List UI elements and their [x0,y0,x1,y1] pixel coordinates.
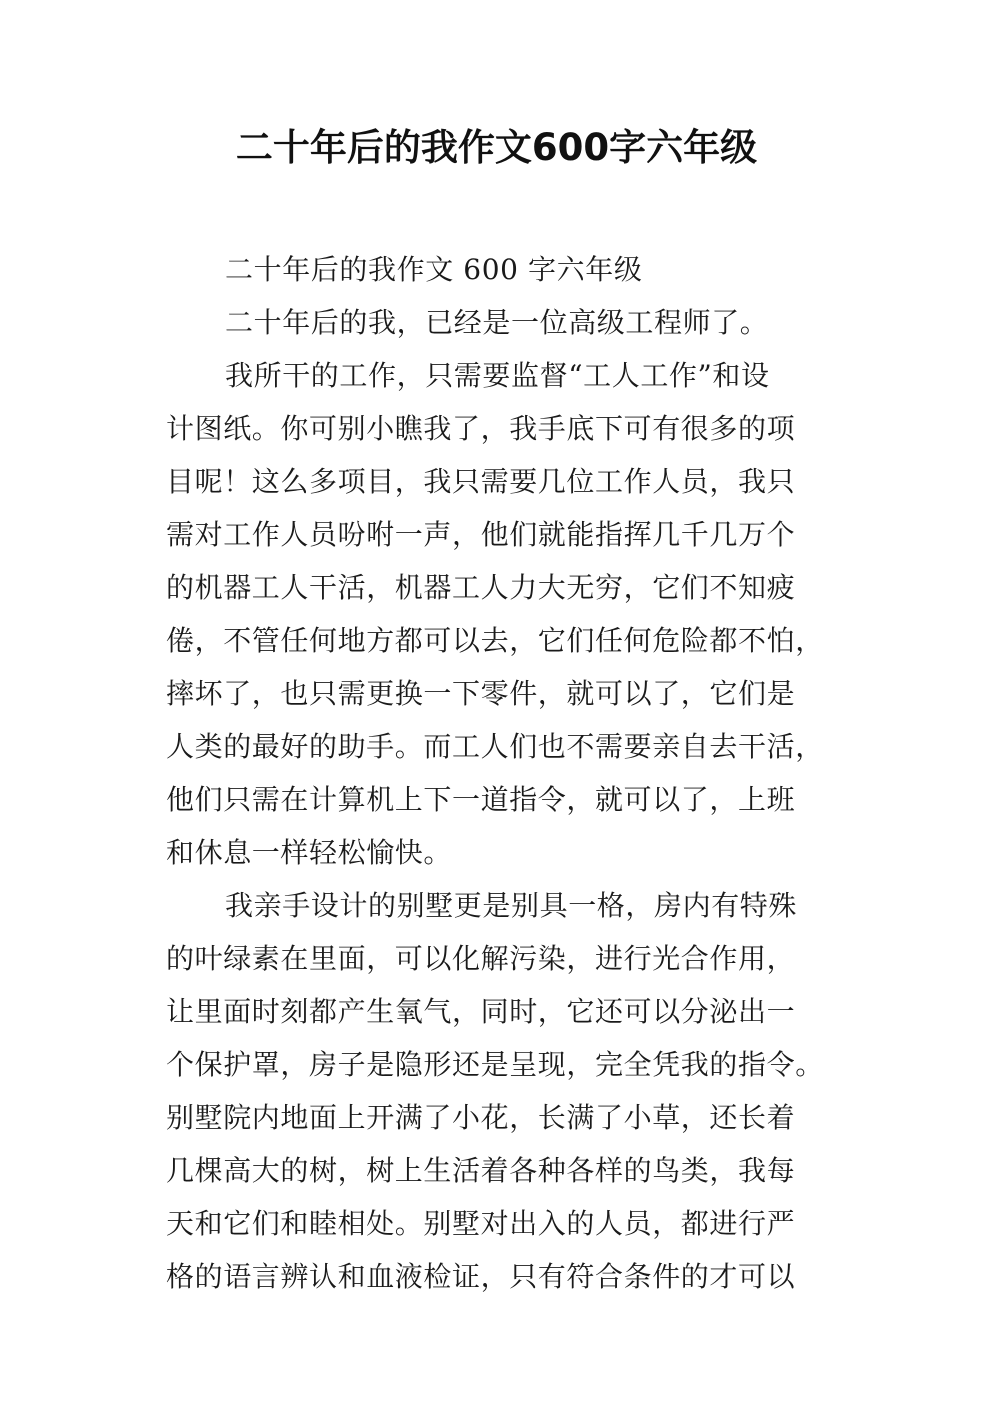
body-line: 倦，不管任何地方都可以去，它们任何危险都不怕， [166,624,824,657]
body-line: 让里面时刻都产生氧气，同时，它还可以分泌出一 [166,995,796,1028]
body-line: 我亲手设计的别墅更是别具一格，房内有特殊 [225,889,798,922]
body-line: 他们只需在计算机上下一道指令，就可以了，上班 [166,783,796,816]
body-line: 和休息一样轻松愉快。 [166,836,453,869]
body-line: 个保护罩，房子是隐形还是呈现，完全凭我的指令。 [166,1048,824,1081]
body-line: 二十年后的我，已经是一位高级工程师了。 [225,306,769,339]
body-line: 目呢！这么多项目，我只需要几位工作人员，我只 [166,465,796,498]
body-line: 几棵高大的树，树上生活着各种各样的鸟类，我每 [166,1154,796,1187]
body-line: 摔坏了，也只需更换一下零件，就可以了，它们是 [166,677,796,710]
body-line: 的叶绿素在里面，可以化解污染，进行光合作用， [166,942,796,975]
body-line: 格的语言辨认和血液检证，只有符合条件的才可以 [166,1260,796,1293]
body-line: 计图纸。你可别小瞧我了，我手底下可有很多的项 [166,412,796,445]
body-line: 需对工作人员吩咐一声，他们就能指挥几千几万个 [166,518,796,551]
body-line: 我所干的工作，只需要监督“工人工作”和设 [225,359,770,392]
document-title: 二十年后的我作文600字六年级 [235,126,758,169]
body-line: 别墅院内地面上开满了小花，长满了小草，还长着 [166,1101,796,1134]
body-line: 天和它们和睦相处。别墅对出入的人员，都进行严 [166,1207,796,1240]
body-line: 二十年后的我作文 600 字六年级 [225,253,643,286]
body-line: 的机器工人干活，机器工人力大无穷，它们不知疲 [166,571,796,604]
body-line: 人类的最好的助手。而工人们也不需要亲自去干活， [166,730,824,763]
document-body [166,243,838,1303]
